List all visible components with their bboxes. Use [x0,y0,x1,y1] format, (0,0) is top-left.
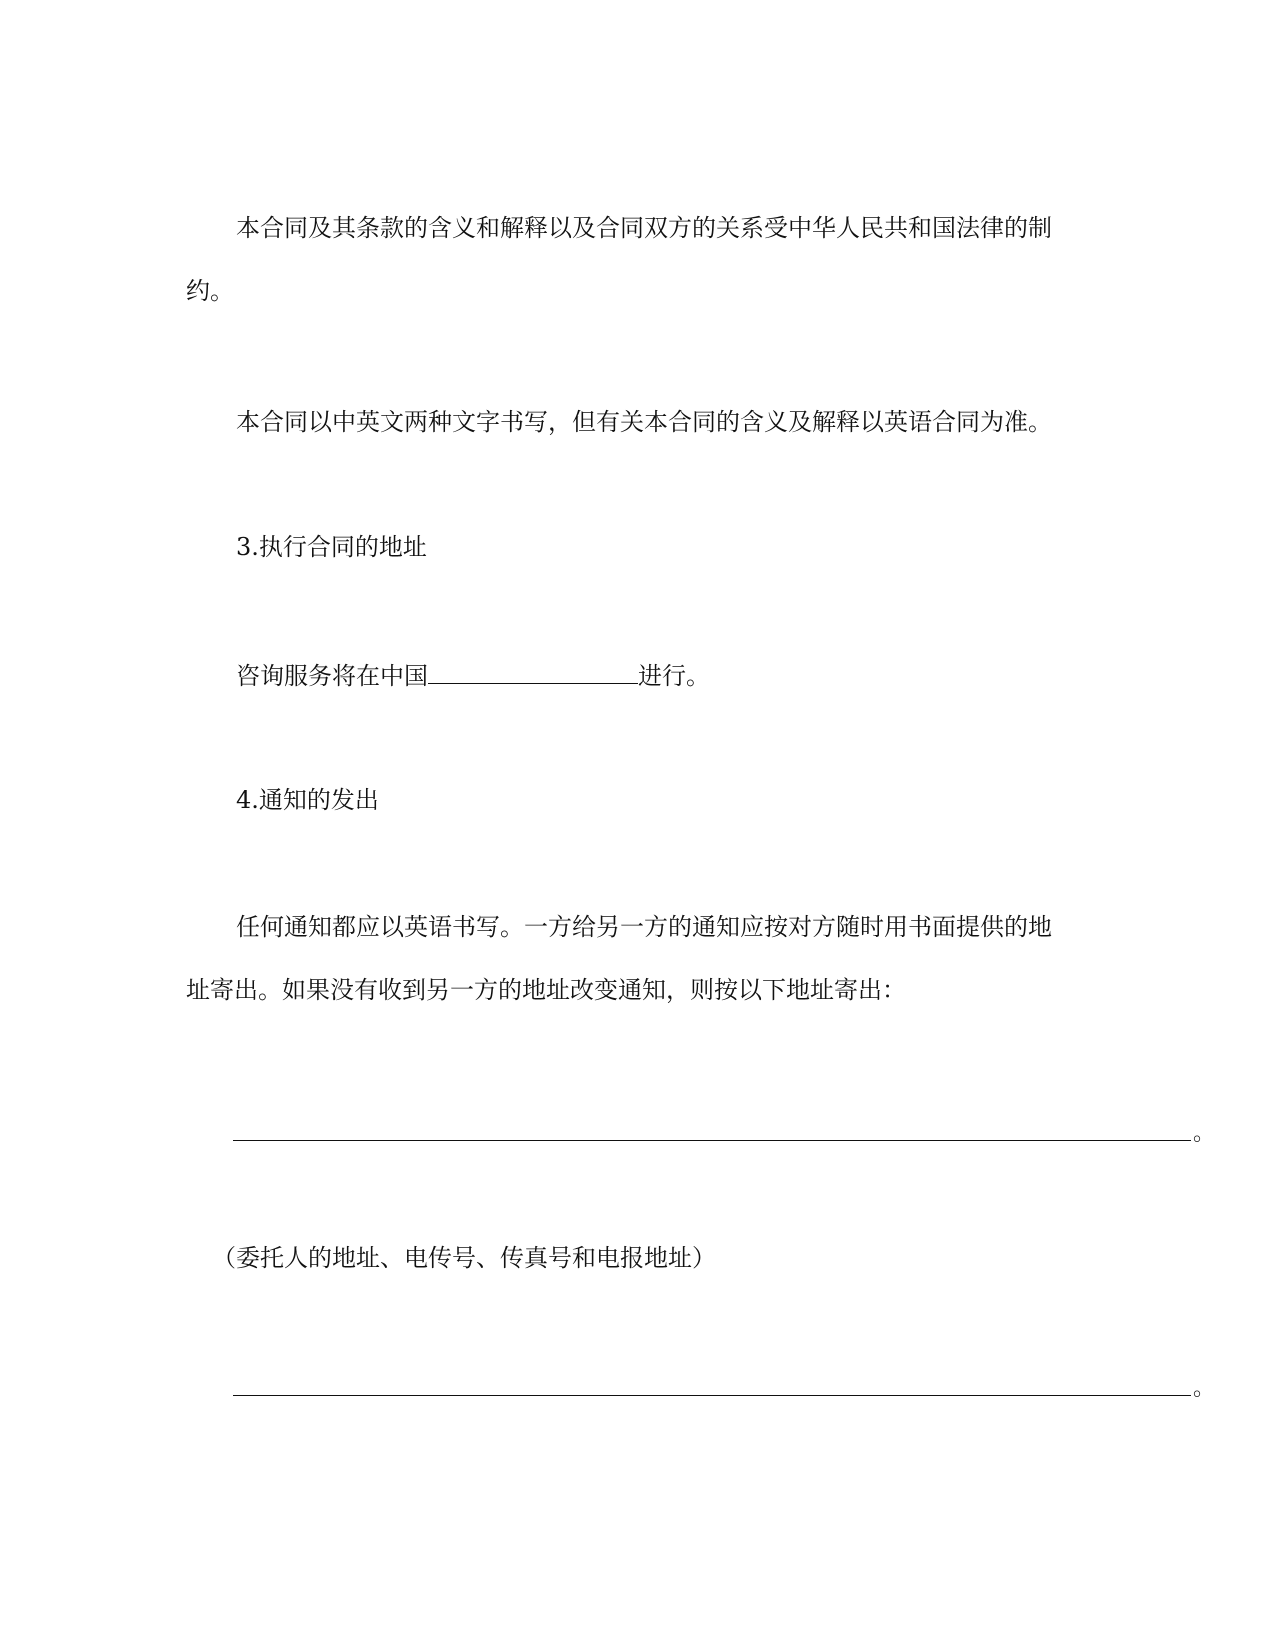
address-underline1 [233,1140,1191,1141]
service-location-blank [428,659,638,684]
notice-line1: 任何通知都应以英语书写。一方给另一方的通知应按对方随时用书面提供的地 [236,913,1052,941]
service-location-suffix: 进行。 [638,662,710,690]
address-line2-end: 。 [1193,1376,1216,1401]
service-location-line [236,659,710,691]
notice-line2: 址寄出。如果没有收到另一方的地址改变通知，则按以下地址寄出： [186,976,906,1004]
clause-law-line2: 约。 [186,277,234,305]
address-line1-end: 。 [1193,1121,1216,1146]
clause-law-line1: 本合同及其条款的含义和解释以及合同双方的关系受中华人民共和国法律的制 [236,214,1052,242]
service-location-prefix: 咨询服务将在中国 [236,662,428,690]
section4-heading: 4.通知的发出 [236,786,379,814]
clause-language: 本合同以中英文两种文字书写，但有关本合同的含义及解释以英语合同为准。 [236,408,1052,436]
address-underline2 [233,1395,1191,1396]
client-address-note: （委托人的地址、电传号、传真号和电报地址） [212,1244,716,1272]
section3-heading: 3.执行合同的地址 [236,533,427,561]
